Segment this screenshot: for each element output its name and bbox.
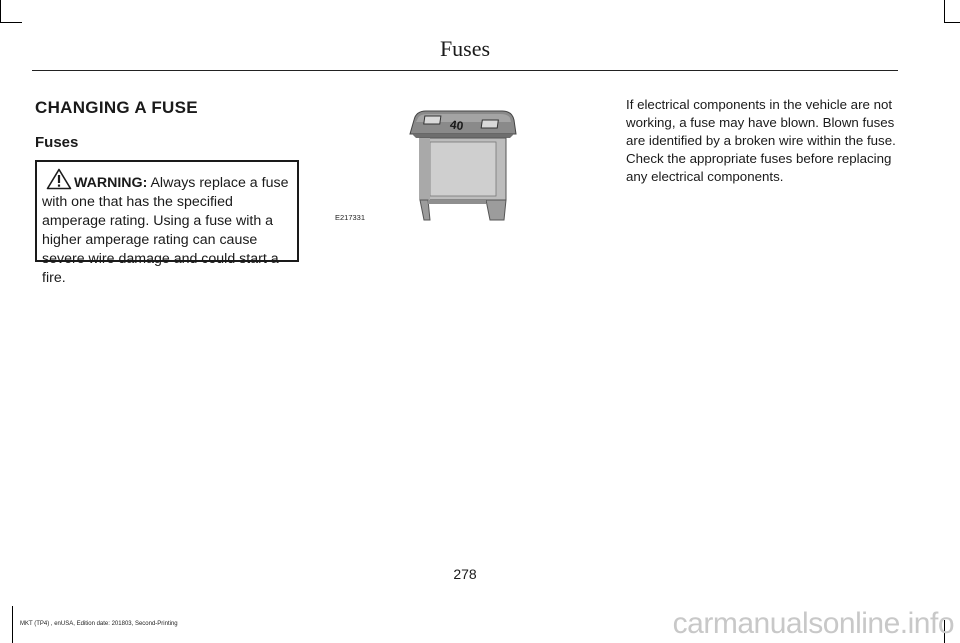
warning-label: WARNING: [74,175,148,191]
crop-mark [0,0,1,22]
page-number: 278 [453,566,477,582]
figure-code: E217331 [335,213,366,222]
crop-mark [0,22,22,23]
page-header-title: Fuses [439,36,491,61]
watermark-logo: carmanualsonline.info [672,607,954,640]
crop-mark [12,606,13,643]
fuse-rating-label: 40 [449,117,465,134]
crop-mark [944,0,945,22]
fuse-illustration [406,108,518,224]
warning-text: Always replace a fuse with one that has the specified amperage rating. Using a fuse with a higher amperage rating can cause severe wire damage and could start a fire. [42,175,289,286]
subheading: Fuses [35,134,79,151]
footer-edition-info: MKT (TP4) , enUSA, Edition date: 201803, Second-Printing [20,621,178,627]
section-title: CHANGING A FUSE [35,98,198,117]
warning-triangle-icon [46,168,72,190]
warning-box [35,160,299,286]
crop-mark [944,22,960,23]
header-divider [32,70,898,71]
body-text: If electrical components in the vehicle are not working, a fuse may have blown. Blown fuses are identified by a broken wire within the fuse. Check the appropriate fuses before replacing any electrical components. [626,97,896,184]
